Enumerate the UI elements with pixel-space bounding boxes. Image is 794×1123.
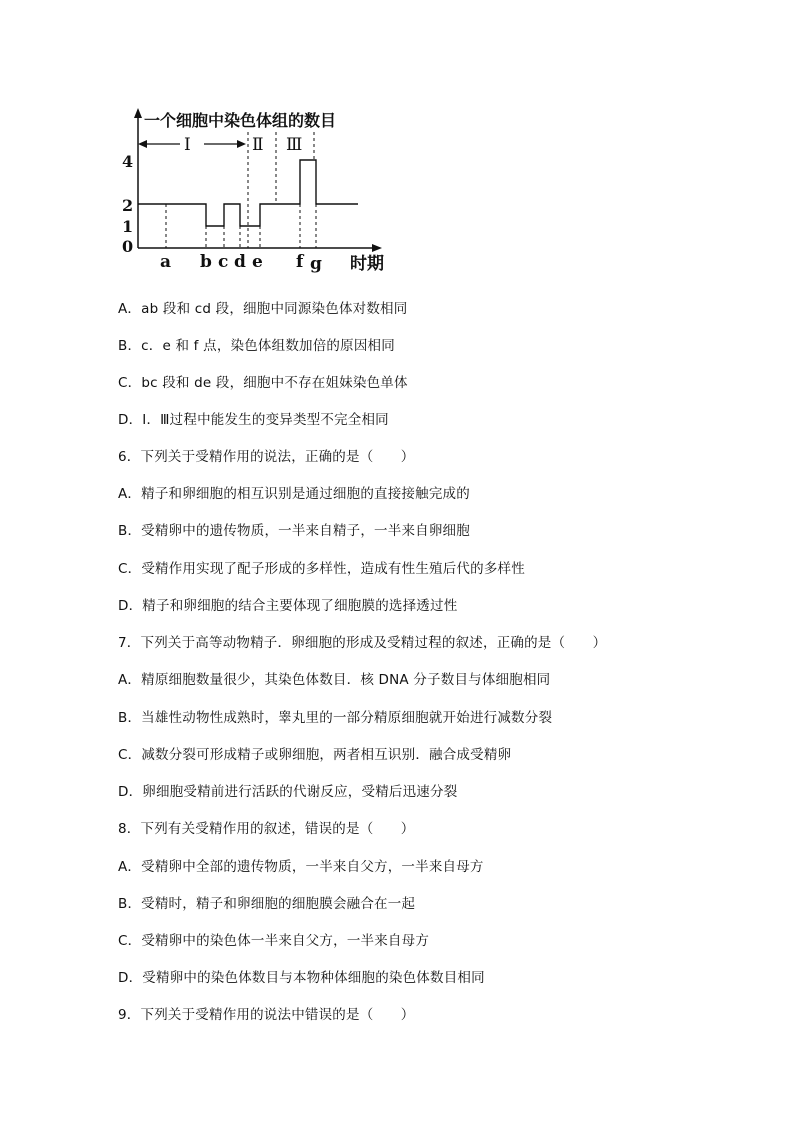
q8-option-a: A．受精卵中全部的遗传物质，一半来自父方，一半来自母方 bbox=[118, 859, 484, 875]
x-axis-arrow bbox=[372, 244, 382, 252]
q5-option-b: B．c．e 和 f 点，染色体组数加倍的原因相同 bbox=[118, 338, 395, 354]
y-tick-1: 1 bbox=[122, 217, 134, 236]
q6-option-c: C．受精作用实现了配子形成的多样性，造成有性生殖后代的多样性 bbox=[118, 561, 525, 577]
q5-option-c: C．bc 段和 de 段，细胞中不存在姐妹染色单体 bbox=[118, 375, 408, 391]
q7-option-c: C．减数分裂可形成精子或卵细胞，两者相互识别．融合成受精卵 bbox=[118, 747, 512, 763]
y-tick-4: 4 bbox=[122, 152, 134, 171]
x-label-a: a bbox=[160, 252, 172, 272]
y-tick-0: 0 bbox=[122, 237, 134, 256]
x-label-b: b bbox=[200, 252, 212, 272]
q8-option-b: B．受精时，精子和卵细胞的细胞膜会融合在一起 bbox=[118, 896, 416, 912]
q8-option-d: D．受精卵中的染色体数目与本物种体细胞的染色体数目相同 bbox=[118, 970, 485, 986]
q8-stem: 8．下列有关受精作用的叙述，错误的是（ ） bbox=[118, 821, 415, 837]
q6-option-b: B．受精卵中的遗传物质，一半来自精子，一半来自卵细胞 bbox=[118, 523, 470, 539]
q8-option-c: C．受精卵中的染色体一半来自父方，一半来自母方 bbox=[118, 933, 430, 949]
x-label-g: g bbox=[310, 254, 322, 274]
stage-1-arrow-right-head bbox=[237, 140, 246, 148]
chromosome-set-diagram bbox=[118, 104, 408, 280]
x-label-d: d bbox=[234, 252, 246, 272]
q7-option-d: D．卵细胞受精前进行活跃的代谢反应，受精后迅速分裂 bbox=[118, 784, 458, 800]
stage-1-label: Ⅰ bbox=[184, 135, 191, 155]
q7-option-a: A．精原细胞数量很少，其染色体数目．核 DNA 分子数目与体细胞相同 bbox=[118, 672, 551, 688]
x-label-c: c bbox=[218, 252, 229, 272]
diagram-svg bbox=[118, 104, 408, 280]
y-tick-2: 2 bbox=[122, 196, 134, 215]
stage-3-label: Ⅲ bbox=[286, 135, 303, 155]
diagram-title: 一个细胞中染色体组的数目 bbox=[144, 111, 337, 130]
stage-1-arrow-left-head bbox=[138, 140, 147, 148]
q7-option-b: B．当雄性动物性成熟时，睾丸里的一部分精原细胞就开始进行减数分裂 bbox=[118, 710, 553, 726]
stage-2-label: Ⅱ bbox=[252, 135, 264, 155]
x-label-e: e bbox=[252, 252, 263, 272]
q6-option-d: D．精子和卵细胞的结合主要体现了细胞膜的选择透过性 bbox=[118, 598, 458, 614]
q5-option-a: A．ab 段和 cd 段，细胞中同源染色体对数相同 bbox=[118, 301, 408, 317]
x-label-f: f bbox=[296, 252, 304, 272]
x-axis-label: 时期 bbox=[350, 254, 384, 274]
q5-option-d: D．Ⅰ．Ⅲ过程中能发生的变异类型不完全相同 bbox=[118, 412, 389, 428]
q9-stem: 9．下列关于受精作用的说法中错误的是（ ） bbox=[118, 1007, 415, 1023]
q6-option-a: A．精子和卵细胞的相互识别是通过细胞的直接接触完成的 bbox=[118, 486, 470, 502]
q6-stem: 6．下列关于受精作用的说法，正确的是（ ） bbox=[118, 449, 415, 465]
q7-stem: 7．下列关于高等动物精子．卵细胞的形成及受精过程的叙述，正确的是（ ） bbox=[118, 635, 607, 651]
y-axis-arrow bbox=[134, 108, 142, 118]
